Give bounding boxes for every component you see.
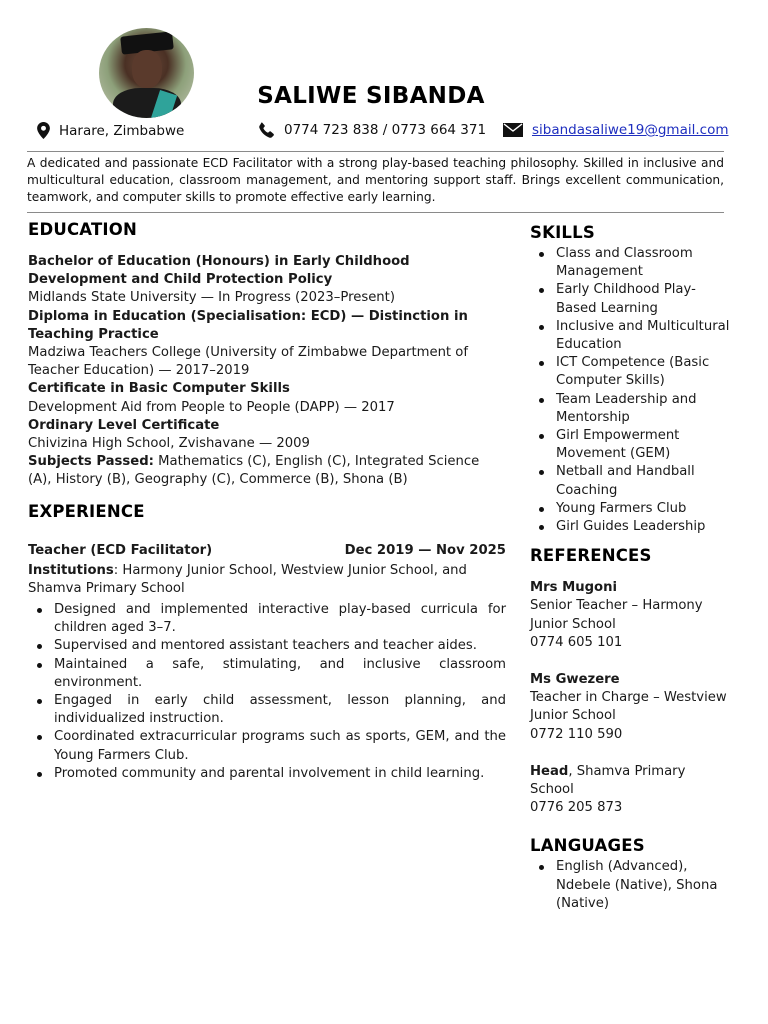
references-heading: REFERENCES	[530, 546, 652, 566]
list-item: Supervised and mentored assistant teachers and teacher aides.	[28, 637, 506, 655]
list-item: Maintained a safe, stimulating, and inclusive classroom environment.	[28, 656, 506, 692]
edu-detail: Madziwa Teachers College (University of Zimbabwe Department of Teacher Education) — 2017–2019	[28, 345, 469, 379]
list-item: Engaged in early child assessment, lesson planning, and individualized instruction.	[28, 692, 506, 728]
reference-phone: 0776 205 873	[530, 800, 623, 816]
location-text: Harare, Zimbabwe	[59, 122, 185, 139]
list-item: Girl Guides Leadership	[530, 518, 730, 536]
languages-list	[530, 858, 730, 913]
reference-phone: 0774 605 101	[530, 634, 623, 650]
reference-role: , Shamva Primary School	[530, 763, 686, 798]
map-pin-icon	[37, 122, 50, 139]
email-link[interactable]: sibandasaliwe19@gmail.com	[532, 122, 729, 138]
job-dates: Dec 2019 — Nov 2025	[344, 542, 506, 558]
institutions-label: Institutions	[28, 562, 114, 578]
institutions-list: : Harmony Junior School, Westview Junior School, and Shamva Primary School	[28, 562, 467, 596]
list-item: Coordinated extracurricular programs such as sports, GEM, and the Young Farmers Club.	[28, 728, 506, 764]
candidate-name: SALIWE SIBANDA	[257, 83, 485, 109]
reference-name-role	[530, 763, 730, 799]
right-column	[530, 223, 730, 913]
list-item: English (Advanced), Ndebele (Native), Shona (Native)	[530, 858, 730, 913]
phone-icon	[259, 122, 275, 138]
subjects-label: Subjects Passed:	[28, 454, 154, 470]
list-item: Promoted community and parental involvement in child learning.	[28, 765, 506, 783]
reference-role: Senior Teacher – Harmony Junior School	[530, 598, 703, 632]
subjects-passed	[28, 453, 506, 489]
envelope-icon	[503, 123, 523, 137]
job-role: Teacher (ECD Facilitator)	[28, 542, 213, 558]
languages-heading: LANGUAGES	[530, 836, 645, 856]
list-item: Early Childhood Play-Based Learning	[530, 281, 730, 317]
list-item: ICT Competence (Basic Computer Skills)	[530, 354, 730, 390]
experience-heading: EXPERIENCE	[28, 501, 145, 521]
edu-title: Ordinary Level Certificate	[28, 417, 220, 433]
reference-role: Teacher in Charge – Westview Junior School	[530, 690, 727, 724]
list-item: Class and Classroom Management	[530, 245, 730, 281]
reference-entry	[530, 579, 730, 652]
job-header	[28, 543, 506, 558]
list-item: Inclusive and Multicultural Education	[530, 318, 730, 354]
summary-divider	[27, 212, 724, 213]
list-item: Designed and implemented interactive play-based curricula for children aged 3–7.	[28, 601, 506, 637]
subjects-list: Mathematics (C), English (C), Integrated Science (A), History (B), Geography (C), Commerce (B), Shona (B)	[28, 454, 480, 488]
list-item: Girl Empowerment Movement (GEM)	[530, 427, 730, 463]
list-item: Netball and Handball Coaching	[530, 463, 730, 499]
edu-detail: Midlands State University — In Progress (2023–Present)	[28, 290, 395, 306]
contact-location	[37, 122, 184, 139]
list-item: Team Leadership and Mentorship	[530, 391, 730, 427]
reference-name: Head	[530, 763, 569, 779]
edu-detail: Chivizina High School, Zvishavane — 2009	[28, 436, 310, 452]
education-list	[28, 253, 506, 490]
contact-email	[503, 122, 728, 138]
skills-list	[530, 245, 730, 536]
experience-bullets	[28, 601, 506, 783]
contact-phone	[259, 122, 486, 138]
reference-name: Ms Gwezere	[530, 672, 620, 688]
edu-detail: Development Aid from People to People (DAPP) — 2017	[28, 399, 395, 415]
edu-title: Certificate in Basic Computer Skills	[28, 381, 290, 397]
phone-text: 0774 723 838 / 0773 664 371	[284, 122, 487, 138]
job-institutions	[28, 562, 506, 598]
reference-entry	[530, 763, 730, 818]
header-divider	[27, 151, 724, 152]
edu-title: Diploma in Education (Specialisation: ECD) — Distinction in Teaching Practice	[28, 308, 468, 342]
list-item: Young Farmers Club	[530, 500, 730, 518]
left-column	[28, 220, 506, 783]
skills-heading: SKILLS	[530, 223, 595, 242]
edu-title: Bachelor of Education (Honours) in Early Childhood Development and Child Protection Policy	[28, 254, 410, 288]
reference-name: Mrs Mugoni	[530, 580, 617, 596]
education-heading: EDUCATION	[28, 220, 137, 239]
reference-phone: 0772 110 590	[530, 726, 623, 742]
professional-summary: A dedicated and passionate ECD Facilitator with a strong play-based teaching philosophy. Skilled in inclusive and multicultural education, classroom management, and mentoring support staff. Brings excellent communication, teamwork, and computer skills to promote effective early learning.	[27, 156, 724, 204]
references-list	[530, 579, 730, 817]
reference-entry	[530, 671, 730, 744]
